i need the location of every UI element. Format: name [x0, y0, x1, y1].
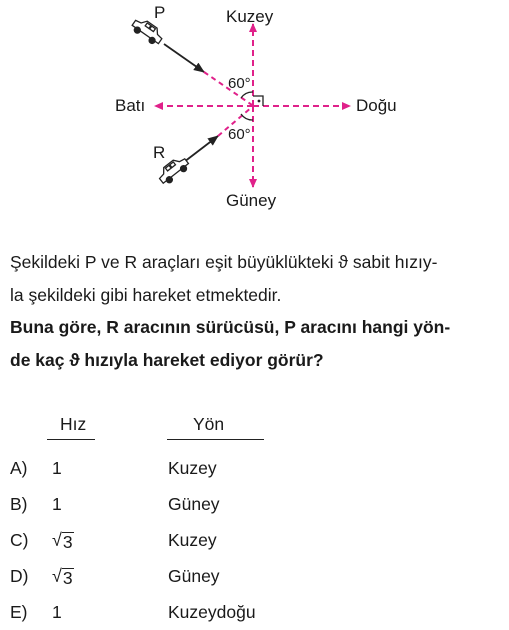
- option-letter[interactable]: D): [10, 566, 29, 586]
- sqrt-icon: √: [52, 566, 62, 586]
- option-direction: Güney: [168, 494, 220, 514]
- option-speed: [52, 530, 74, 551]
- question-text: [10, 246, 504, 312]
- option-direction: Güney: [168, 566, 220, 586]
- column-header-speed: Hız: [60, 414, 87, 434]
- option-direction: Kuzeydoğu: [168, 602, 256, 622]
- option-speed: 1: [52, 602, 62, 622]
- label-vehicle-p: P: [154, 3, 166, 22]
- option-direction: Kuzey: [168, 530, 217, 550]
- option-letter[interactable]: E): [10, 602, 28, 622]
- option-speed: 1: [52, 458, 62, 478]
- angle-lower-arc: [241, 114, 253, 120]
- question-line-2: la şekildeki gibi hareket etmektedir.: [10, 285, 282, 305]
- label-south: Güney: [226, 191, 277, 210]
- column-header-direction-underline: [167, 439, 264, 440]
- label-vehicle-r: R: [153, 143, 166, 162]
- prompt-line-2: de kaç ϑ hızıyla hareket ediyor görür?: [10, 350, 324, 370]
- option-speed-value: 3: [62, 568, 73, 588]
- option-speed-value: 3: [62, 532, 73, 552]
- label-angle-lower: 60°: [228, 126, 251, 143]
- option-speed: [52, 566, 74, 587]
- column-header-direction: Yön: [193, 414, 225, 434]
- label-east: Doğu: [356, 96, 397, 115]
- option-letter[interactable]: B): [10, 494, 28, 514]
- option-direction: Kuzey: [168, 458, 217, 478]
- question-line-1: Şekildeki P ve R araçları eşit büyüklükteki ϑ sabit hızıy-: [10, 252, 438, 272]
- vehicle-p-velocity-arrow: [164, 44, 204, 72]
- question-prompt: [10, 311, 504, 377]
- prompt-line-1: Buna göre, R aracının sürücüsü, P aracını hangi yön-: [10, 317, 451, 337]
- angle-upper-arc: [241, 92, 253, 98]
- sqrt-icon: √: [52, 530, 62, 550]
- label-north: Kuzey: [226, 7, 274, 26]
- column-header-speed-underline: [47, 439, 95, 440]
- vehicle-r-velocity-arrow: [184, 136, 218, 162]
- option-letter[interactable]: A): [10, 458, 28, 478]
- label-west: Batı: [115, 96, 146, 115]
- option-speed: 1: [52, 494, 62, 514]
- option-letter[interactable]: C): [10, 530, 29, 550]
- label-angle-upper: 60°: [228, 75, 251, 92]
